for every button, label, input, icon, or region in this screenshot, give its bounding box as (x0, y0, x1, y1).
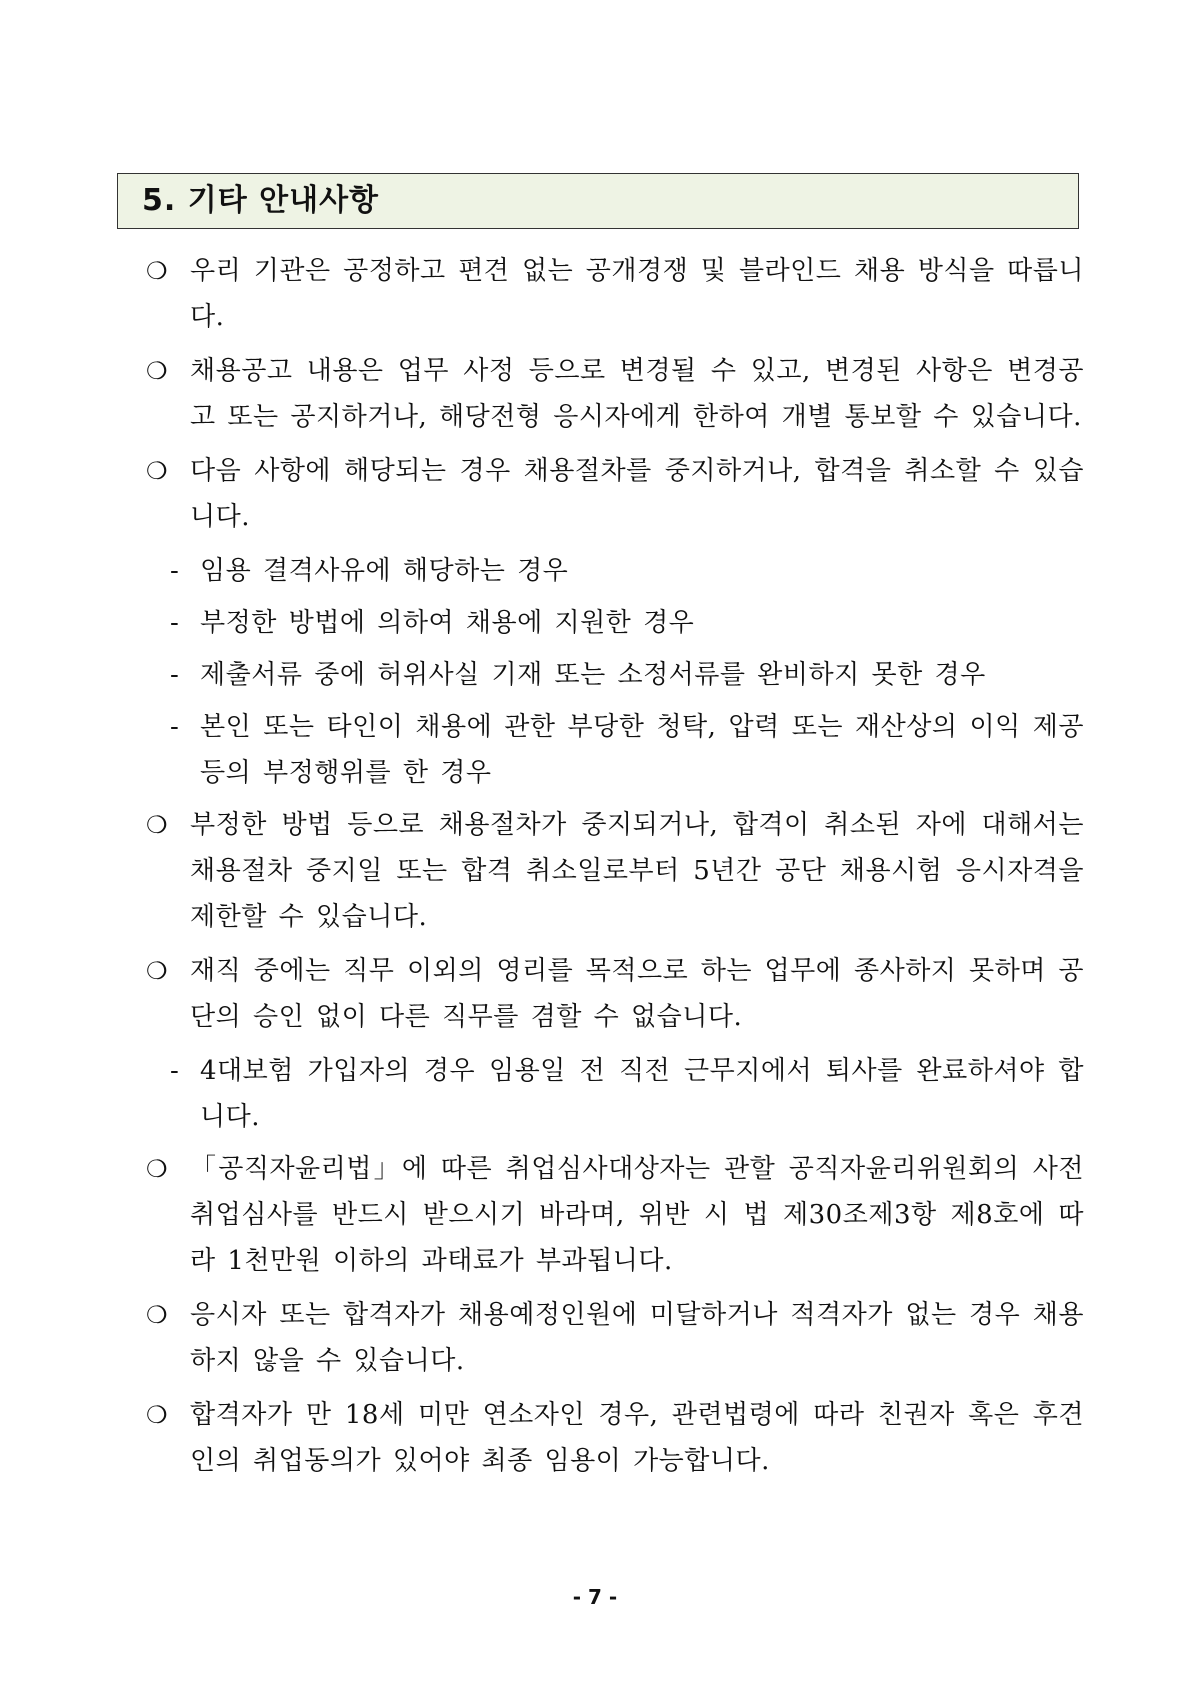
dash-bullet: - (170, 1056, 179, 1086)
sub-item-text: 제출서류 중에 허위사실 기재 또는 소정서류를 완비하지 못한 경우 (200, 660, 986, 690)
list-item (146, 348, 1084, 440)
sub-item-text: 4대보험 가입자의 경우 임용일 전 직전 근무지에서 퇴사를 완료하셔야 합니다. (200, 1056, 1084, 1132)
list-item (146, 1392, 1084, 1484)
sub-list-item (170, 600, 1084, 646)
sub-item-text: 본인 또는 타인이 채용에 관한 부당한 청탁, 압력 또는 재산상의 이익 제공 등의 부정행위를 한 경우 (200, 712, 1084, 788)
sub-item-text: 부정한 방법에 의하여 채용에 지원한 경우 (200, 608, 695, 638)
dash-bullet: - (170, 712, 179, 742)
sub-list-item (170, 1048, 1084, 1140)
dash-bullet: - (170, 608, 179, 638)
list-item-text: 「공직자윤리법」에 따른 취업심사대상자는 관할 공직자윤리위원회의 사전 취업심사를 반드시 받으시기 바라며, 위반 시 법 제30조제3항 제8호에 따라 1천만원 이하의 과태료가 부과됩니다. (190, 1154, 1084, 1276)
list-item-text: 응시자 또는 합격자가 채용예정인원에 미달하거나 적격자가 없는 경우 채용하지 않을 수 있습니다. (190, 1300, 1084, 1376)
circle-bullet-icon: ❍ (146, 1301, 168, 1329)
section-title: 5. 기타 안내사항 (117, 173, 1079, 229)
circle-bullet-icon: ❍ (146, 1155, 168, 1183)
circle-bullet-icon: ❍ (146, 811, 168, 839)
list-item (146, 248, 1084, 340)
list-item (146, 802, 1084, 940)
dash-bullet: - (170, 660, 179, 690)
list-item-text: 합격자가 만 18세 미만 연소자인 경우, 관련법령에 따라 친권자 혹은 후견인의 취업동의가 있어야 최종 임용이 가능합니다. (190, 1400, 1084, 1476)
notice-list (146, 248, 1084, 1492)
list-item-text: 채용공고 내용은 업무 사정 등으로 변경될 수 있고, 변경된 사항은 변경공고 또는 공지하거나, 해당전형 응시자에게 한하여 개별 통보할 수 있습니다. (190, 356, 1084, 432)
circle-bullet-icon: ❍ (146, 1401, 168, 1429)
sub-list-item (170, 704, 1084, 796)
sub-list-item (170, 652, 1084, 698)
list-item (146, 1292, 1084, 1384)
circle-bullet-icon: ❍ (146, 357, 168, 385)
sub-list-item (170, 548, 1084, 594)
circle-bullet-icon: ❍ (146, 257, 168, 285)
list-item-text: 부정한 방법 등으로 채용절차가 중지되거나, 합격이 취소된 자에 대해서는 채용절차 중지일 또는 합격 취소일로부터 5년간 공단 채용시험 응시자격을 제한할 수 있습니다. (190, 810, 1084, 932)
list-item-text: 다음 사항에 해당되는 경우 채용절차를 중지하거나, 합격을 취소할 수 있습니다. (190, 456, 1084, 532)
dash-bullet: - (170, 556, 179, 586)
list-item-text: 재직 중에는 직무 이외의 영리를 목적으로 하는 업무에 종사하지 못하며 공단의 승인 없이 다른 직무를 겸할 수 없습니다. (190, 956, 1084, 1032)
page-number: - 7 - (572, 1585, 618, 1609)
list-item (146, 448, 1084, 540)
list-item (146, 1146, 1084, 1284)
circle-bullet-icon: ❍ (146, 457, 168, 485)
list-item (146, 948, 1084, 1040)
list-item-text: 우리 기관은 공정하고 편견 없는 공개경쟁 및 블라인드 채용 방식을 따릅니다. (190, 256, 1084, 332)
circle-bullet-icon: ❍ (146, 957, 168, 985)
sub-item-text: 임용 결격사유에 해당하는 경우 (200, 556, 569, 586)
